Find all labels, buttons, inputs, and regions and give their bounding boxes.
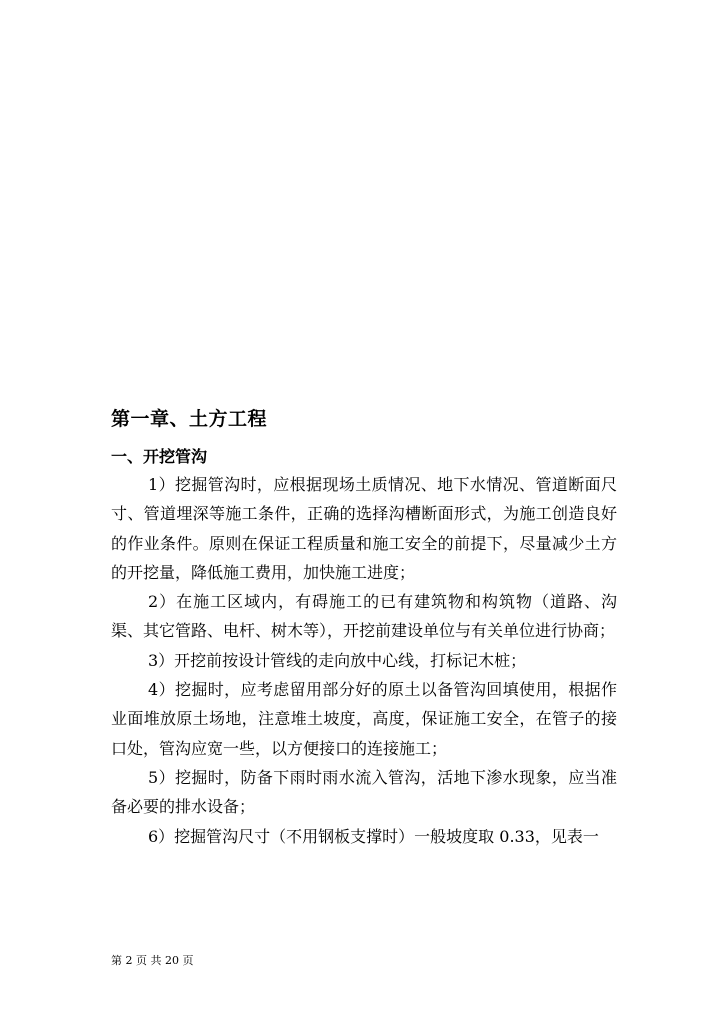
- paragraph-3: 3）开挖前按设计管线的走向放中心线，打标记木桩；: [148, 650, 527, 670]
- paragraph-4: 4）挖掘时，应考虑留用部分好的原土以备管沟回填使用，根据作业面堆放原土场地，注意堆土坡度，高度，保证施工安全，在管子的接口处，管沟应宽一些，以方便接口的连接施工；: [111, 680, 617, 758]
- paragraph-1: 1）挖掘管沟时，应根据现场土质情况、地下水情况、管道断面尺寸、管道埋深等施工条件，正确的选择沟槽断面形式，为施工创造良好的作业条件。原则在保证工程质量和施工安全的前提下，尽量减少土方的开挖量，降低施工费用，加快施工进度；: [111, 475, 617, 582]
- paragraph-2: 2）在施工区域内，有碍施工的已有建筑物和构筑物（道路、沟渠、其它管路、电杆、树木等），开挖前建设单位与有关单位进行协商；: [111, 592, 617, 641]
- paragraph-5: 5）挖掘时，防备下雨时雨水流入管沟，活地下渗水现象，应当准备必要的排水设备；: [111, 767, 617, 817]
- body-text: [111, 470, 617, 851]
- page-footer: 第 2 页 共 20 页: [111, 954, 194, 967]
- chapter-title: 第一章、土方工程: [111, 408, 268, 430]
- section-title: 一、开挖管沟: [111, 447, 208, 466]
- paragraph-6: 6）挖掘管沟尺寸（不用钢板支撑时）一般坡度取 0.33，见表一: [148, 826, 599, 846]
